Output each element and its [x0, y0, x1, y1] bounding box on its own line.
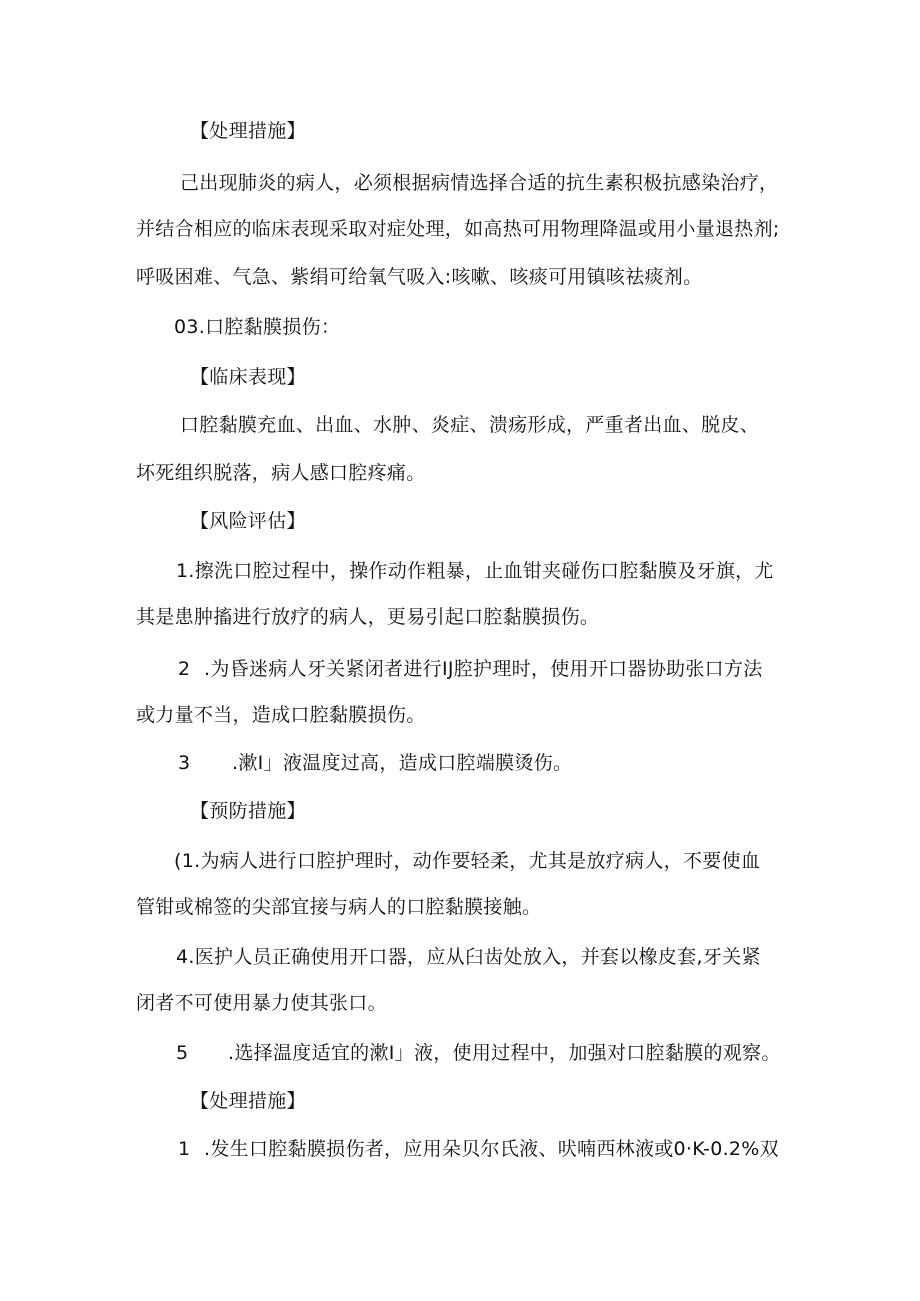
paragraph-line: .漱I」液温度过高，造成口腔端膜烫伤。 — [232, 752, 573, 774]
paragraph-line: 其是患肿搐进行放疗的病人，更易引起口腔黏膜损伤。 — [136, 606, 600, 628]
paragraph-line: 呼吸困难、气急、紫绢可给氧气吸入:咳嗽、咳痰可用镇咳祛痰剂。 — [136, 266, 703, 288]
section-heading-prevention: 【预防措施】 — [190, 800, 306, 822]
list-number: 3 — [178, 752, 191, 774]
paragraph-line: 闭者不可使用暴力使其张口。 — [136, 992, 387, 1014]
section-heading-treatment: 【处理措施】 — [190, 1090, 306, 1112]
paragraph-line: 或力量不当，造成口腔黏膜损伤。 — [136, 704, 426, 726]
section-heading-clinical: 【临床表现】 — [190, 366, 306, 388]
paragraph-line: (1.为病人进行口腔护理时，动作要轻柔，尤其是放疗病人，不要使血 — [174, 850, 761, 872]
paragraph-line: 口腔黏膜充血、出血、水肿、炎症、溃疡形成，严重者出血、脱皮、 — [180, 414, 760, 436]
section-heading-treatment: 【处理措施】 — [190, 120, 306, 142]
paragraph-line: 1.擦洗口腔过程中，操作动作粗暴，止血钳夹碰伤口腔黏膜及牙旗，尤 — [176, 560, 774, 582]
section-heading-risk: 【风险评估】 — [190, 510, 306, 532]
list-number: 1 — [178, 1138, 191, 1160]
list-number: 2 — [178, 658, 191, 680]
list-number: 5 — [176, 1042, 189, 1064]
paragraph-line: .发生口腔黏膜损伤者，应用朵贝尔氏液、吠喃西林液或0·K-0.2%双 — [204, 1138, 779, 1160]
paragraph-line: 并结合相应的临床表现采取对症处理，如高热可用物理降温或用小量退热剂; — [136, 218, 780, 240]
section-title: 03.口腔黏膜损伤： — [174, 316, 341, 338]
paragraph-line: 坏死组织脱落，病人感口腔疼痛。 — [136, 462, 426, 484]
paragraph-line: 管钳或棉签的尖部宜接与病人的口腔黏膜接触。 — [136, 896, 542, 918]
paragraph-line: .选择温度适宜的漱I」液，使用过程中，加强对口腔黏膜的观察。 — [228, 1042, 781, 1064]
paragraph-line: 己出现肺炎的病人，必须根据病情选择合适的抗生素积极抗感染治疗， — [180, 172, 779, 194]
paragraph-line: 4.医护人员正确使用开口器，应从臼齿处放入，并套以橡皮套,牙关紧 — [176, 946, 761, 968]
paragraph-line: .为昏迷病人牙关紧闭者进行IJ腔护理时，使用开口器协助张口方法 — [204, 658, 763, 680]
